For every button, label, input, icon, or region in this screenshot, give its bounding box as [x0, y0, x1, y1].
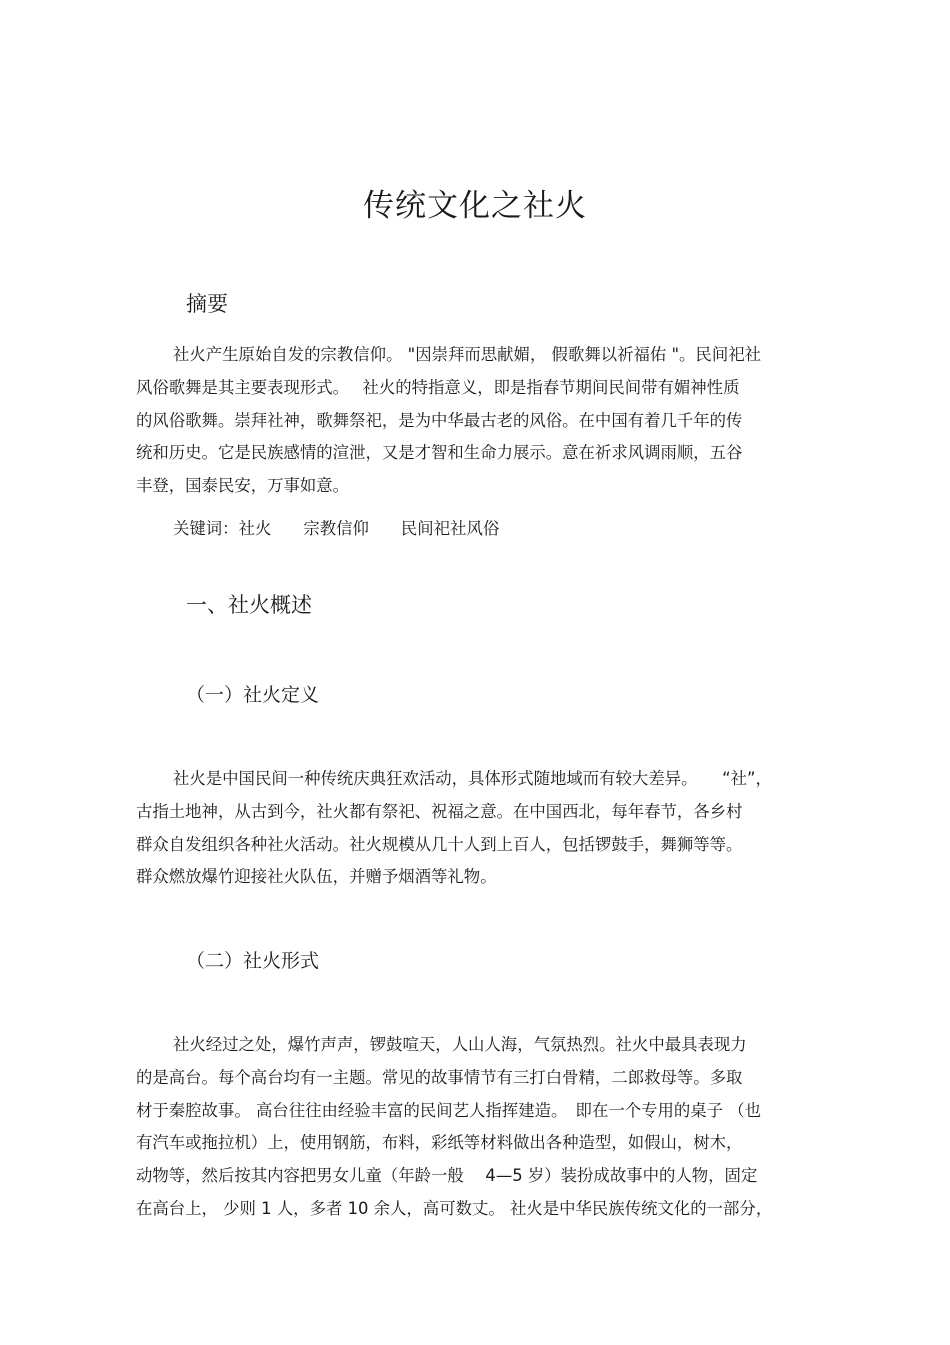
paragraph-line: 动物等，然后按其内容把男女儿童（年龄一般 4—5 岁）装扮成故事中的人物，固定: [136, 1166, 758, 1186]
abstract-line: 统和历史。它是民族感情的渲泄，又是才智和生命力展示。意在祈求风调雨顺，五谷: [136, 443, 743, 463]
keywords-label: 关键词：: [173, 519, 239, 538]
paragraph-line: 群众自发组织各种社火活动。社火规模从几十人到上百人，包括锣鼓手，舞狮等等。: [136, 834, 743, 854]
paragraph-line: 的是高台。每个高台均有一主题。常见的故事情节有三打白骨精，二郎救母等。多取: [136, 1067, 743, 1087]
paragraph-line: 材于秦腔故事。 高台往往由经验丰富的民间艺人指挥建造。 即在一个专用的桌子 （也: [136, 1100, 762, 1120]
abstract-line: 社火产生原始自发的宗教信仰。 "因崇拜而思献媚， 假歌舞以祈福佑 "。民间祀社: [173, 345, 761, 364]
paragraph-line: 有汽车或拖拉机）上，使用钢筋，布料，彩纸等材料做出各种造型，如假山，树木，: [136, 1133, 743, 1153]
subsection-heading: （二）社火形式: [186, 950, 320, 972]
keyword-item: 社火: [238, 519, 272, 538]
keyword-item: 宗教信仰: [303, 519, 369, 538]
abstract-heading: 摘要: [186, 292, 228, 316]
keywords-line: [173, 514, 499, 544]
paragraph-line: 群众燃放爆竹迎接社火队伍，并赠予烟酒等礼物。: [136, 867, 497, 887]
paragraph-line: 社火是中国民间一种传统庆典狂欢活动，具体形式随地域而有较大差异。 “社”，: [173, 769, 772, 788]
abstract-paragraph: [136, 339, 836, 503]
keyword-item: 民间祀社风俗: [400, 519, 500, 538]
paragraph-line: 在高台上， 少则 1 人，多者 10 余人，高可数丈。 社火是中华民族传统文化的一部分，: [136, 1198, 773, 1218]
paragraph-line: 古指土地神，从古到今，社火都有祭祀、祝福之意。在中国西北，每年春节，各乡村: [136, 801, 743, 821]
paragraph-line: 社火经过之处，爆竹声声，锣鼓喧天，人山人海，气氛热烈。社火中最具表现力: [173, 1035, 747, 1054]
subsection-heading: （一）社火定义: [186, 684, 320, 706]
abstract-line: 风俗歌舞是其主要表现形式。 社火的特指意义，即是指春节期间民间带有媚神性质: [136, 377, 740, 397]
abstract-line: 的风俗歌舞。崇拜社神，歌舞祭祀，是为中华最古老的风俗。在中国有着几千年的传: [136, 410, 743, 430]
abstract-line: 丰登，国泰民安，万事如意。: [136, 476, 350, 496]
form-paragraph: [136, 1029, 836, 1226]
definition-paragraph: [136, 763, 836, 894]
document-title: 传统文化之社火: [363, 188, 587, 224]
section-heading: 一、社火概述: [186, 593, 312, 617]
